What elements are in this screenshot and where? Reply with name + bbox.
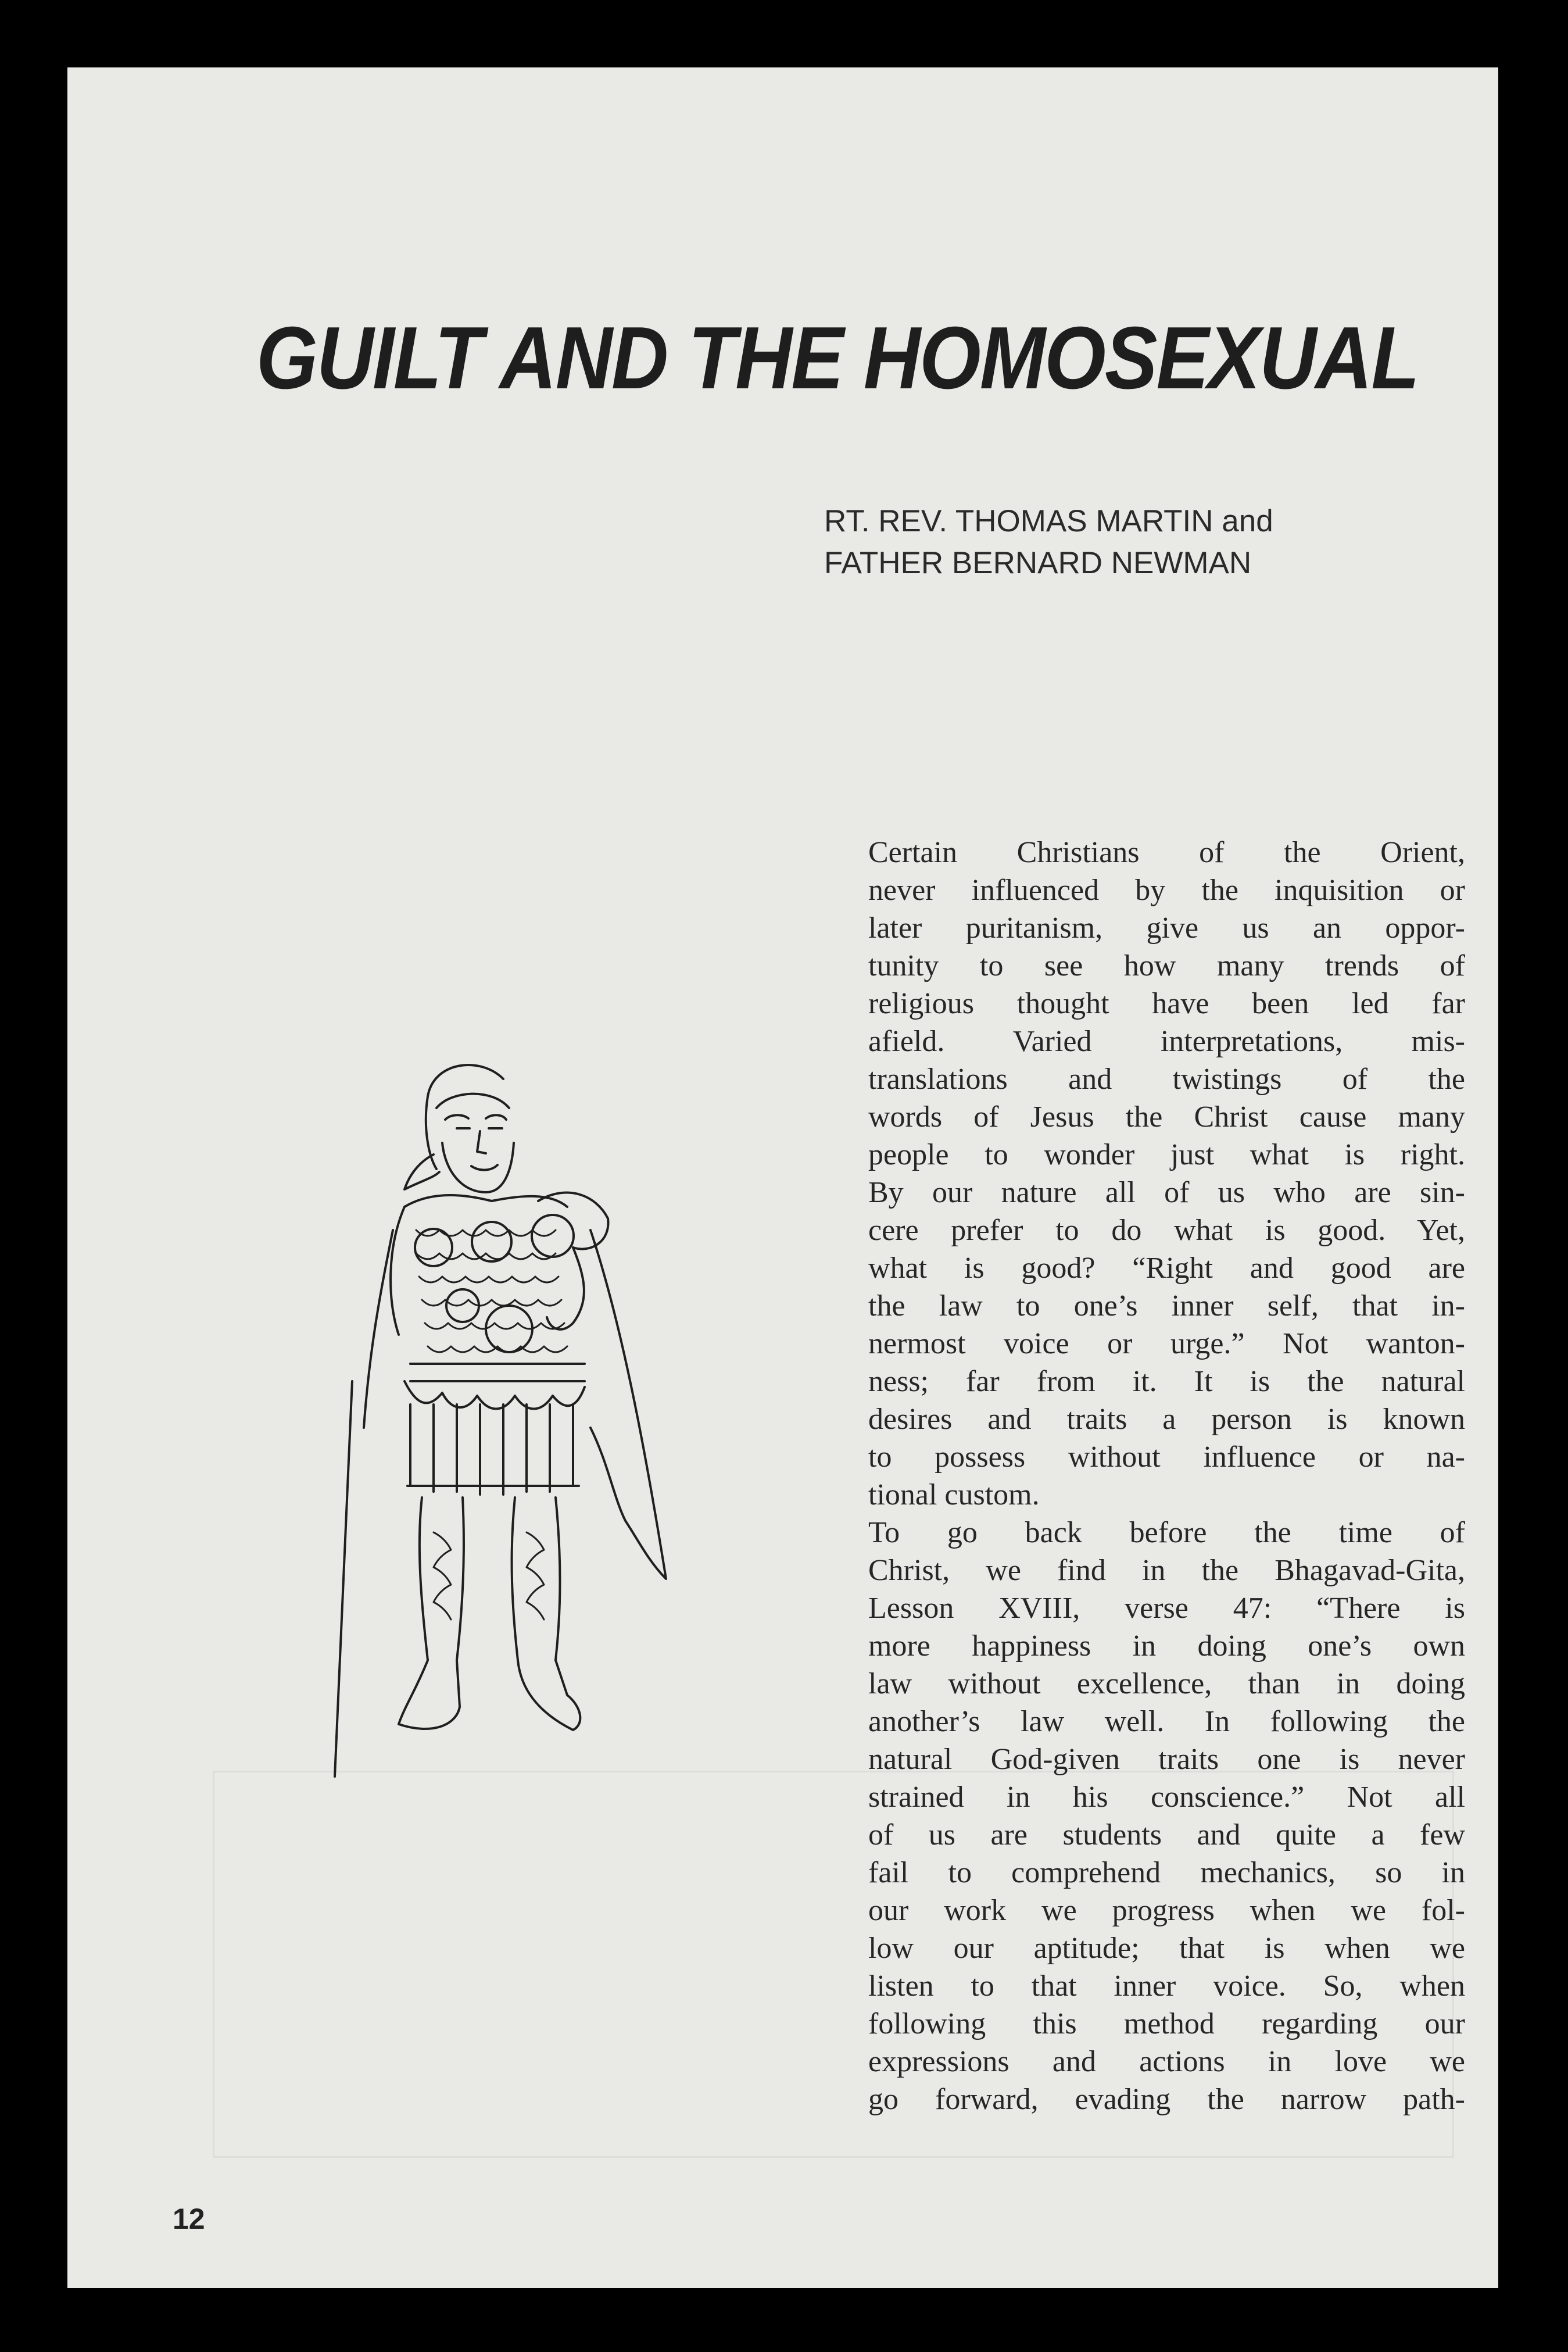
text-line: By our nature all of us who are sin- <box>868 1176 1465 1209</box>
text-line: low our aptitude; that is when we <box>868 1932 1465 1965</box>
roman-soldier-illustration <box>317 1056 678 1797</box>
text-line: never influenced by the inquisition or <box>868 874 1465 907</box>
text-line: what is good? “Right and good are <box>868 1252 1465 1285</box>
text-line: listen to that inner voice. So, when <box>868 1969 1465 2003</box>
magazine-page <box>67 67 1498 2288</box>
text-line: more happiness in doing one’s own <box>868 1629 1465 1663</box>
text-line: Christ, we find in the Bhagavad-Gita, <box>868 1554 1465 1587</box>
text-line: To go back before the time of <box>868 1516 1465 1549</box>
text-line: following this method regarding our <box>868 2007 1465 2040</box>
text-line: fail to comprehend mechanics, so in <box>868 1856 1465 1889</box>
show-through-frame <box>213 1771 1454 2158</box>
text-line: our work we progress when we fol- <box>868 1894 1465 1927</box>
text-line: Lesson XVIII, verse 47: “There is <box>868 1592 1465 1625</box>
page-number: 12 <box>173 2203 205 2235</box>
text-line: to possess without influence or na- <box>868 1440 1465 1474</box>
text-line: the law to one’s inner self, that in- <box>868 1289 1465 1322</box>
text-line: words of Jesus the Christ cause many <box>868 1100 1465 1134</box>
text-line: translations and twistings of the <box>868 1063 1465 1096</box>
text-line: ness; far from it. It is the natural <box>868 1365 1465 1398</box>
author-line-2: FATHER BERNARD NEWMAN <box>824 546 1252 580</box>
article-paragraph-1 <box>829 834 1465 1514</box>
text-line: expressions and actions in love we <box>868 2045 1465 2078</box>
text-line: later puritanism, give us an oppor- <box>868 912 1465 945</box>
text-line: Certain Christians of the Orient, <box>868 836 1465 869</box>
text-line: afield. Varied interpretations, mis- <box>868 1025 1465 1058</box>
text-line: another’s law well. In following the <box>868 1705 1465 1738</box>
text-line: strained in his conscience.” Not all <box>868 1781 1465 1814</box>
article-title: GUILT AND THE HOMOSEXUAL <box>256 308 1419 408</box>
text-line: people to wonder just what is right. <box>868 1138 1465 1171</box>
text-line: cere prefer to do what is good. Yet, <box>868 1214 1465 1247</box>
text-line: go forward, evading the narrow path- <box>868 2083 1465 2116</box>
text-line: nermost voice or urge.” Not wanton- <box>868 1327 1465 1360</box>
text-line: desires and traits a person is known <box>868 1403 1465 1436</box>
text-line: tunity to see how many trends of <box>868 949 1465 982</box>
text-line: of us are students and quite a few <box>868 1818 1465 1851</box>
author-line-1: RT. REV. THOMAS MARTIN and <box>824 504 1273 538</box>
text-line: tional custom. <box>868 1478 1040 1511</box>
text-line: religious thought have been led far <box>868 987 1465 1020</box>
author-byline <box>824 501 1273 584</box>
text-line: natural God-given traits one is never <box>868 1743 1465 1776</box>
text-line: law without excellence, than in doing <box>868 1667 1465 1700</box>
